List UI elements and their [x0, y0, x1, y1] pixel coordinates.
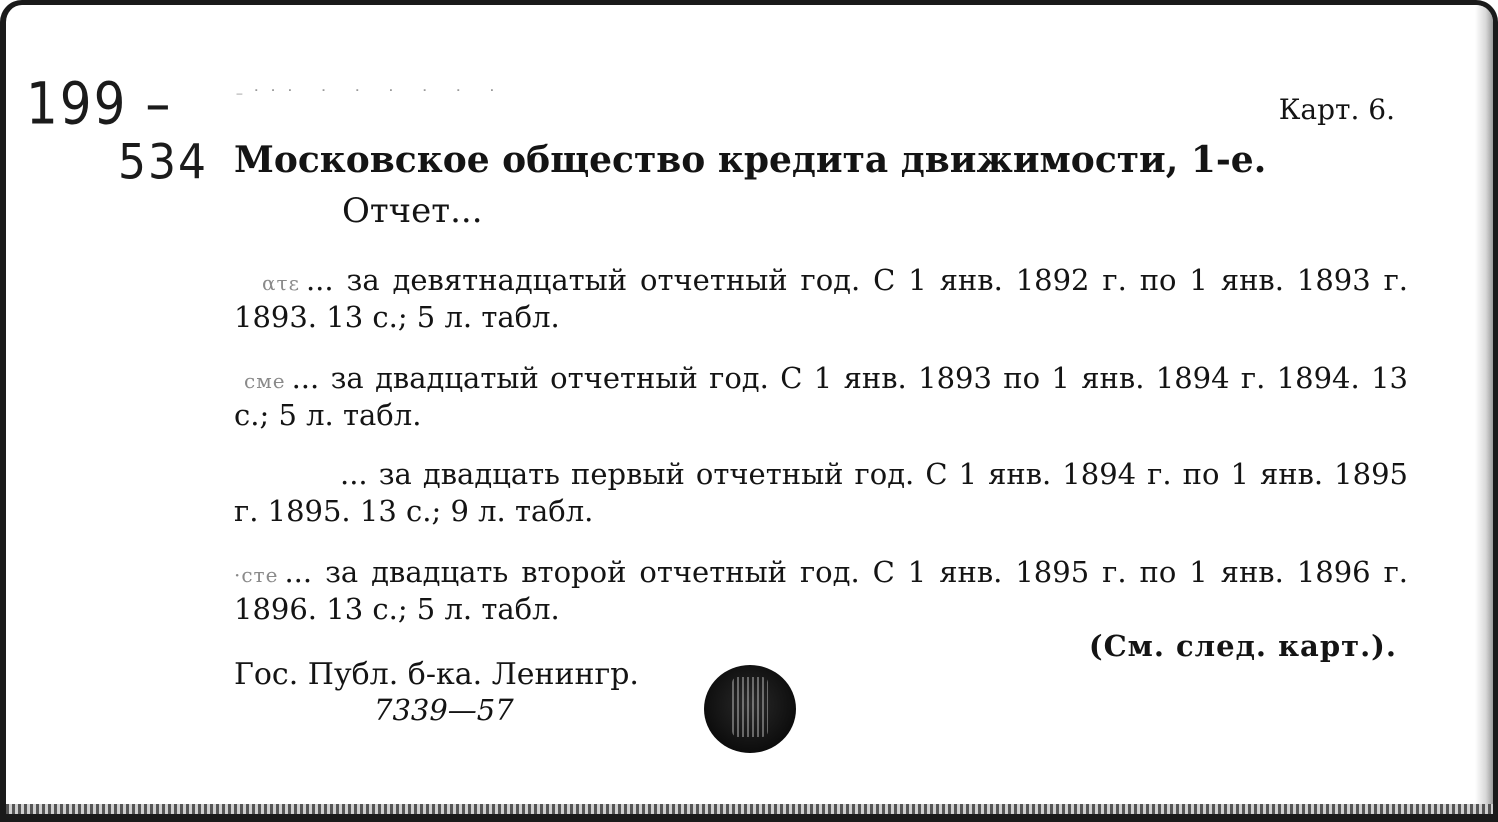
card-number: Карт. 6. — [1278, 93, 1395, 126]
entry-stamp: сме — [244, 369, 286, 393]
faint-stamp-marks: ⁻˙˙˙ ˙ ˙ ˙ ˙ ˙ ˙ — [234, 87, 504, 108]
see-next-card-note: (См. след. карт.). — [1088, 629, 1397, 663]
entry-stamp: ·сте — [234, 563, 279, 587]
card-right-edge — [1475, 5, 1493, 814]
entry-stamp: ατε — [262, 271, 300, 295]
report-entry — [234, 361, 1408, 432]
handwritten-number: 199 – — [26, 70, 173, 138]
card-subtitle: Отчет... — [342, 191, 483, 231]
library-imprint: Гос. Публ. б-ка. Ленингр. — [234, 657, 639, 692]
card-bottom-edge — [6, 804, 1493, 814]
report-entry — [234, 263, 1408, 334]
entry-text: ... за двадцать второй отчетный год. С 1 янв. 1895 г. по 1 янв. 1896 г. 1896. 13 с.; 5 л. табл. — [234, 555, 1408, 626]
card-title: Московское общество кредита движимости, 1-е. — [234, 139, 1267, 181]
card-punch-hole — [704, 665, 796, 753]
entry-text: ... за двадцать первый отчетный год. С 1 янв. 1894 г. по 1 янв. 1895 г. 1895. 13 с.; 9 л. табл. — [234, 457, 1408, 528]
print-code: 7339—57 — [374, 693, 514, 727]
report-entry — [234, 555, 1408, 626]
report-entry — [234, 457, 1408, 528]
entry-text: ... за двадцатый отчетный год. С 1 янв. 1893 по 1 янв. 1894 г. 1894. 13 с.; 5 л. табл. — [234, 361, 1408, 432]
handwritten-range-end: 534 — [118, 134, 208, 191]
entry-text: ... за девятнадцатый отчетный год. С 1 янв. 1892 г. по 1 янв. 1893 г. 1893. 13 с.; 5 л. табл. — [234, 263, 1408, 334]
